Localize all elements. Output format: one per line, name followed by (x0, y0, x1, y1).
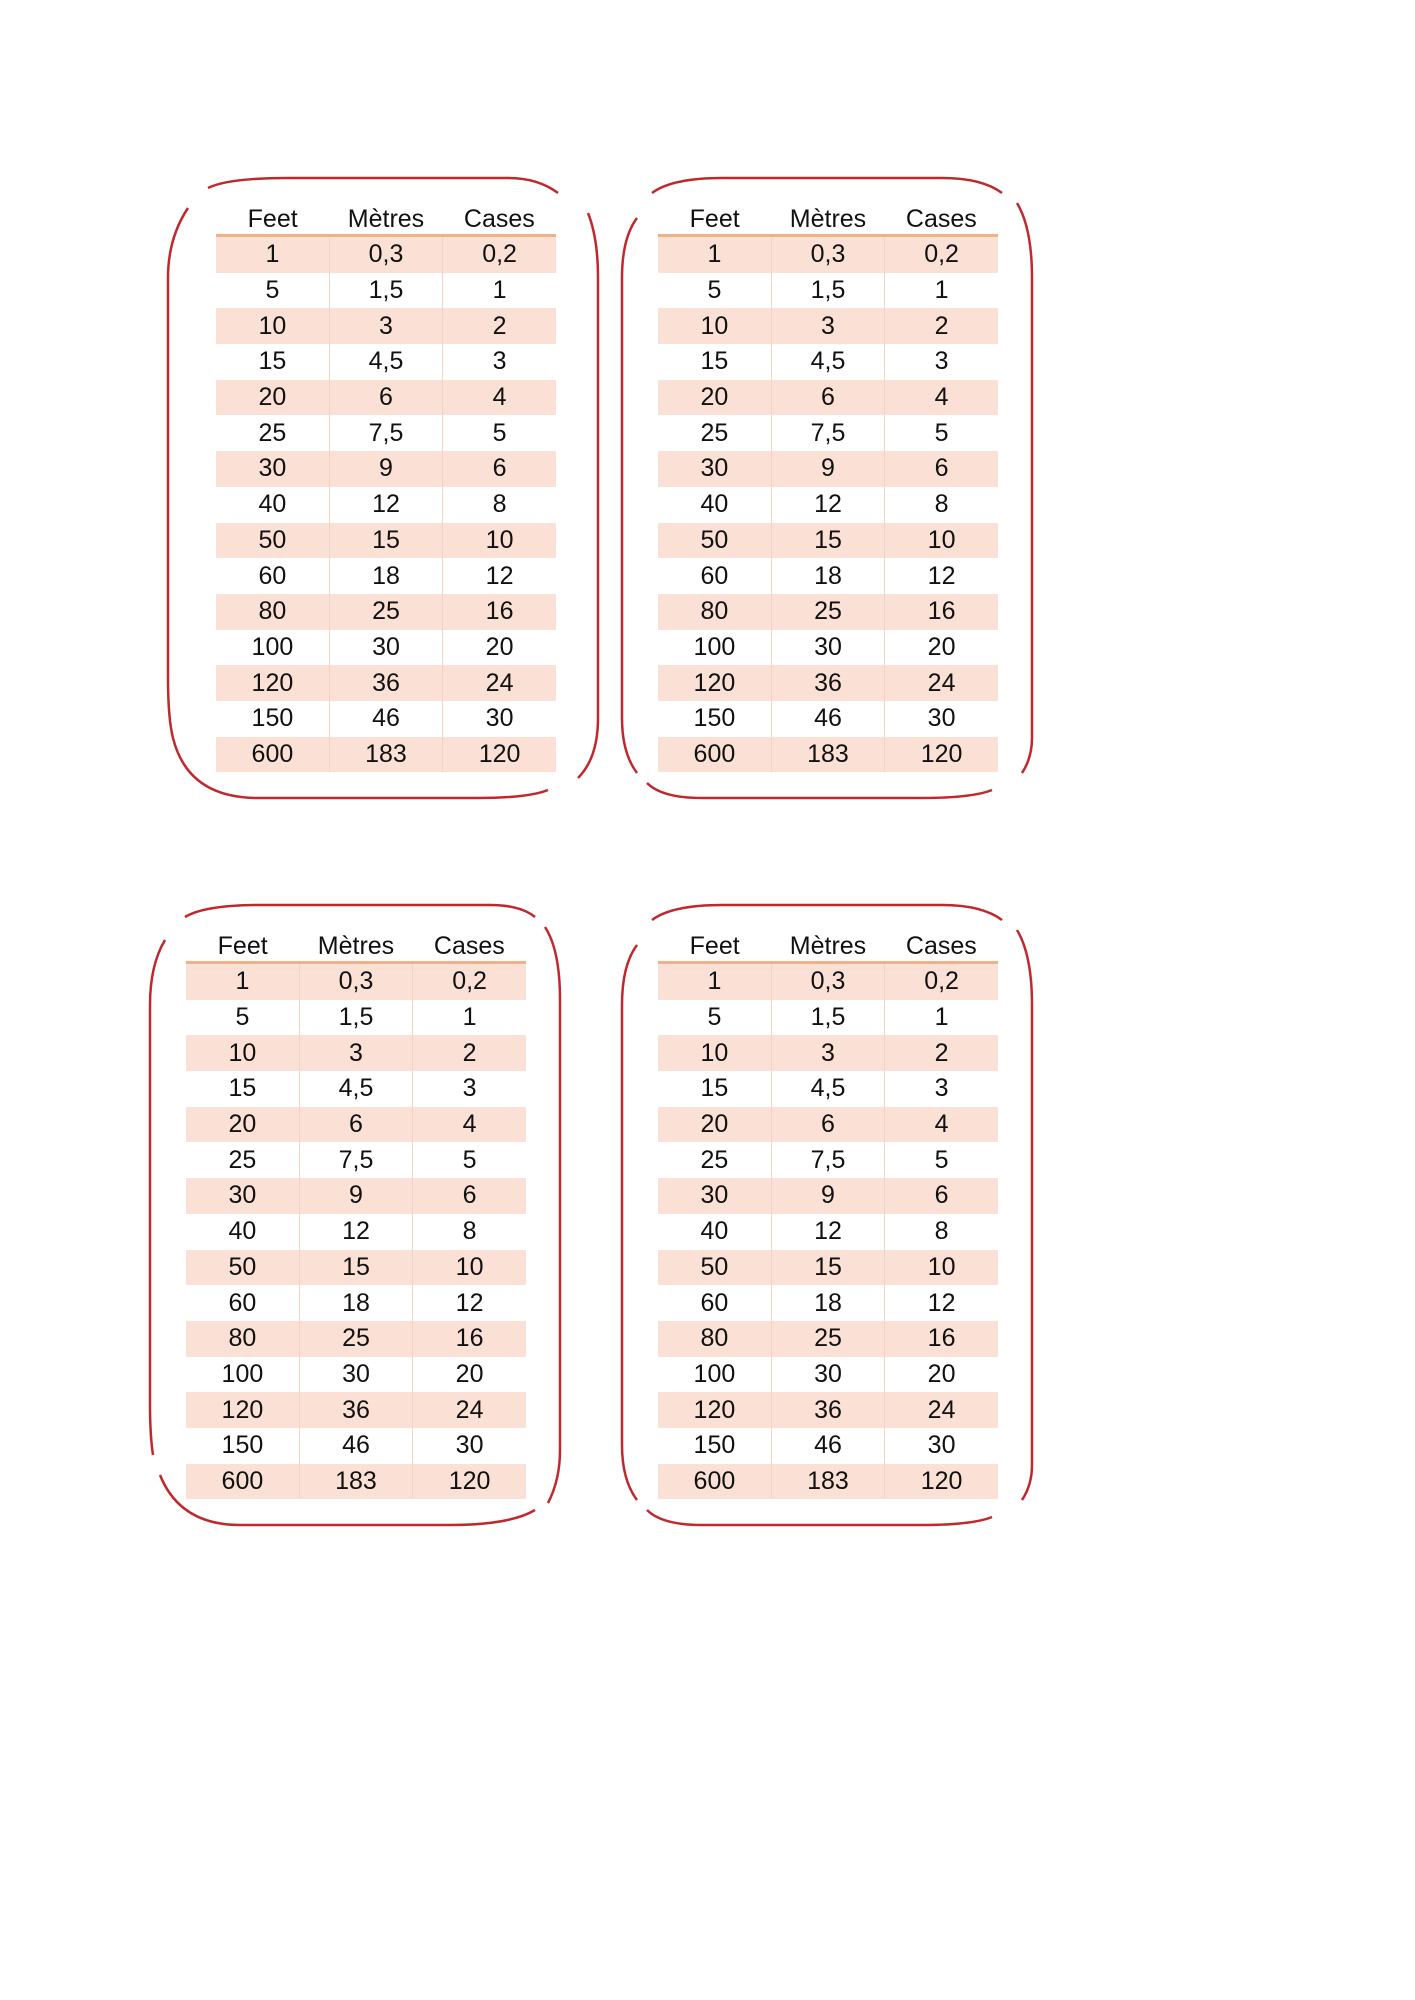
metres-cell: 18 (771, 1285, 884, 1321)
table-row (216, 665, 556, 701)
feet-cell: 1 (658, 236, 771, 273)
table-row (216, 523, 556, 559)
metres-cell: 30 (329, 630, 442, 666)
table-row (186, 1464, 526, 1500)
feet-cell: 5 (216, 273, 329, 309)
header-row (658, 198, 998, 236)
metres-cell: 7,5 (329, 415, 442, 451)
metres-cell: 6 (771, 1107, 884, 1143)
table-row (186, 1142, 526, 1178)
column-header-feet: Feet (186, 925, 299, 963)
table-row (186, 963, 526, 1000)
cases-cell: 3 (443, 344, 556, 380)
cases-cell: 1 (885, 273, 998, 309)
table-row (658, 1071, 998, 1107)
table-row (216, 308, 556, 344)
cases-cell: 24 (885, 1392, 998, 1428)
feet-cell: 10 (658, 1035, 771, 1071)
table-row (658, 1178, 998, 1214)
cases-cell: 2 (885, 1035, 998, 1071)
table-row (658, 665, 998, 701)
header-row (658, 925, 998, 963)
table-row (658, 1035, 998, 1071)
feet-cell: 15 (186, 1071, 299, 1107)
metres-cell: 12 (771, 487, 884, 523)
feet-cell: 25 (658, 1142, 771, 1178)
table-row (186, 1107, 526, 1143)
feet-cell: 120 (216, 665, 329, 701)
feet-cell: 10 (216, 308, 329, 344)
feet-cell: 50 (658, 523, 771, 559)
table-row (186, 1321, 526, 1357)
metres-cell: 0,3 (771, 963, 884, 1000)
conversion-card-1 (168, 178, 598, 798)
feet-cell: 15 (216, 344, 329, 380)
feet-cell: 100 (658, 1357, 771, 1393)
feet-cell: 80 (216, 594, 329, 630)
cases-cell: 5 (413, 1142, 526, 1178)
table-row (216, 236, 556, 273)
cases-cell: 2 (885, 308, 998, 344)
feet-cell: 20 (658, 380, 771, 416)
feet-cell: 10 (186, 1035, 299, 1071)
table-row (186, 1392, 526, 1428)
feet-cell: 120 (658, 665, 771, 701)
table-row (186, 1428, 526, 1464)
metres-cell: 36 (771, 665, 884, 701)
table-row (658, 594, 998, 630)
table-row (216, 701, 556, 737)
cases-cell: 120 (885, 1464, 998, 1500)
cases-cell: 24 (443, 665, 556, 701)
table-row (186, 1285, 526, 1321)
cases-cell: 16 (413, 1321, 526, 1357)
metres-cell: 3 (771, 1035, 884, 1071)
feet-cell: 150 (658, 701, 771, 737)
feet-cell: 600 (216, 737, 329, 773)
table-row (216, 630, 556, 666)
cases-cell: 1 (413, 1000, 526, 1036)
metres-cell: 25 (771, 1321, 884, 1357)
metres-cell: 30 (771, 630, 884, 666)
metres-cell: 9 (771, 1178, 884, 1214)
table-row (658, 963, 998, 1000)
metres-cell: 4,5 (771, 1071, 884, 1107)
feet-cell: 30 (658, 451, 771, 487)
feet-cell: 600 (658, 1464, 771, 1500)
metres-cell: 183 (299, 1464, 412, 1500)
feet-cell: 60 (216, 558, 329, 594)
table-row (658, 236, 998, 273)
cases-cell: 16 (443, 594, 556, 630)
feet-cell: 120 (186, 1392, 299, 1428)
column-header-metres: Mètres (329, 198, 442, 236)
table-row (658, 380, 998, 416)
table-row (216, 451, 556, 487)
conversion-card-4 (622, 905, 1032, 1525)
table-row (186, 1214, 526, 1250)
table-row (658, 308, 998, 344)
metres-cell: 183 (771, 737, 884, 773)
column-header-metres: Mètres (771, 198, 884, 236)
table-row (658, 1428, 998, 1464)
feet-cell: 40 (658, 1214, 771, 1250)
table-row (658, 1392, 998, 1428)
cases-cell: 120 (885, 737, 998, 773)
feet-cell: 5 (658, 273, 771, 309)
metres-cell: 4,5 (771, 344, 884, 380)
metres-cell: 1,5 (329, 273, 442, 309)
feet-cell: 60 (186, 1285, 299, 1321)
table-row (658, 1250, 998, 1286)
cases-cell: 10 (413, 1250, 526, 1286)
table-row (658, 1357, 998, 1393)
cases-cell: 24 (413, 1392, 526, 1428)
header-row (216, 198, 556, 236)
feet-cell: 150 (216, 701, 329, 737)
column-header-metres: Mètres (299, 925, 412, 963)
feet-cell: 80 (658, 1321, 771, 1357)
metres-cell: 15 (329, 523, 442, 559)
conversion-table (658, 198, 998, 772)
table-row (658, 487, 998, 523)
metres-cell: 36 (771, 1392, 884, 1428)
cases-cell: 6 (443, 451, 556, 487)
cases-cell: 20 (413, 1357, 526, 1393)
conversion-table (216, 198, 556, 772)
cases-cell: 8 (413, 1214, 526, 1250)
cases-cell: 20 (443, 630, 556, 666)
table-row (216, 487, 556, 523)
cases-cell: 12 (413, 1285, 526, 1321)
column-header-feet: Feet (216, 198, 329, 236)
metres-cell: 0,3 (299, 963, 412, 1000)
cases-cell: 30 (413, 1428, 526, 1464)
conversion-table (186, 925, 526, 1499)
metres-cell: 3 (299, 1035, 412, 1071)
metres-cell: 12 (771, 1214, 884, 1250)
table-row (216, 737, 556, 773)
metres-cell: 1,5 (771, 273, 884, 309)
metres-cell: 0,3 (329, 236, 442, 273)
cases-cell: 4 (885, 1107, 998, 1143)
table-row (658, 1321, 998, 1357)
cases-cell: 3 (885, 1071, 998, 1107)
metres-cell: 6 (299, 1107, 412, 1143)
cases-cell: 6 (885, 1178, 998, 1214)
table-row (186, 1000, 526, 1036)
table-row (186, 1250, 526, 1286)
feet-cell: 25 (216, 415, 329, 451)
column-header-cases: Cases (885, 925, 998, 963)
column-header-cases: Cases (885, 198, 998, 236)
column-header-cases: Cases (443, 198, 556, 236)
table-row (216, 594, 556, 630)
column-header-cases: Cases (413, 925, 526, 963)
cases-cell: 1 (885, 1000, 998, 1036)
metres-cell: 18 (771, 558, 884, 594)
metres-cell: 6 (329, 380, 442, 416)
feet-cell: 150 (186, 1428, 299, 1464)
table-row (658, 1142, 998, 1178)
feet-cell: 5 (186, 1000, 299, 1036)
header-row (186, 925, 526, 963)
cases-cell: 12 (443, 558, 556, 594)
table-row (658, 415, 998, 451)
metres-cell: 12 (329, 487, 442, 523)
feet-cell: 60 (658, 1285, 771, 1321)
cases-cell: 24 (885, 665, 998, 701)
table-row (658, 1000, 998, 1036)
feet-cell: 80 (186, 1321, 299, 1357)
table-row (186, 1035, 526, 1071)
metres-cell: 0,3 (771, 236, 884, 273)
cases-cell: 5 (443, 415, 556, 451)
table-row (658, 451, 998, 487)
metres-cell: 25 (299, 1321, 412, 1357)
metres-cell: 46 (329, 701, 442, 737)
cases-cell: 1 (443, 273, 556, 309)
feet-cell: 15 (658, 344, 771, 380)
cases-cell: 30 (885, 1428, 998, 1464)
cases-cell: 2 (413, 1035, 526, 1071)
metres-cell: 1,5 (299, 1000, 412, 1036)
cases-cell: 30 (885, 701, 998, 737)
table-row (186, 1178, 526, 1214)
feet-cell: 100 (186, 1357, 299, 1393)
table-row (658, 630, 998, 666)
conversion-table (658, 925, 998, 1499)
metres-cell: 3 (771, 308, 884, 344)
cases-cell: 10 (885, 1250, 998, 1286)
feet-cell: 40 (216, 487, 329, 523)
table-row (216, 415, 556, 451)
column-header-feet: Feet (658, 198, 771, 236)
metres-cell: 9 (329, 451, 442, 487)
conversion-card-2 (622, 178, 1032, 798)
cases-cell: 2 (443, 308, 556, 344)
cases-cell: 30 (443, 701, 556, 737)
feet-cell: 150 (658, 1428, 771, 1464)
feet-cell: 80 (658, 594, 771, 630)
cases-cell: 12 (885, 1285, 998, 1321)
table-row (658, 1214, 998, 1250)
metres-cell: 12 (299, 1214, 412, 1250)
table-row (658, 344, 998, 380)
metres-cell: 183 (329, 737, 442, 773)
feet-cell: 1 (216, 236, 329, 273)
metres-cell: 9 (299, 1178, 412, 1214)
metres-cell: 18 (329, 558, 442, 594)
cases-cell: 120 (413, 1464, 526, 1500)
cases-cell: 6 (885, 451, 998, 487)
cases-cell: 10 (443, 523, 556, 559)
cases-cell: 16 (885, 1321, 998, 1357)
table-row (658, 523, 998, 559)
table-row (216, 380, 556, 416)
metres-cell: 183 (771, 1464, 884, 1500)
table-row (658, 701, 998, 737)
cases-cell: 20 (885, 1357, 998, 1393)
metres-cell: 7,5 (771, 415, 884, 451)
cases-cell: 8 (885, 487, 998, 523)
feet-cell: 40 (186, 1214, 299, 1250)
cases-cell: 4 (885, 380, 998, 416)
column-header-feet: Feet (658, 925, 771, 963)
table-row (658, 1464, 998, 1500)
metres-cell: 18 (299, 1285, 412, 1321)
cases-cell: 3 (885, 344, 998, 380)
metres-cell: 36 (329, 665, 442, 701)
metres-cell: 15 (299, 1250, 412, 1286)
feet-cell: 100 (658, 630, 771, 666)
cases-cell: 5 (885, 415, 998, 451)
feet-cell: 40 (658, 487, 771, 523)
cases-cell: 3 (413, 1071, 526, 1107)
metres-cell: 46 (299, 1428, 412, 1464)
metres-cell: 25 (771, 594, 884, 630)
feet-cell: 30 (658, 1178, 771, 1214)
feet-cell: 60 (658, 558, 771, 594)
table-row (216, 558, 556, 594)
cases-cell: 10 (885, 523, 998, 559)
feet-cell: 25 (186, 1142, 299, 1178)
metres-cell: 3 (329, 308, 442, 344)
metres-cell: 6 (771, 380, 884, 416)
metres-cell: 36 (299, 1392, 412, 1428)
cases-cell: 12 (885, 558, 998, 594)
feet-cell: 1 (186, 963, 299, 1000)
metres-cell: 46 (771, 701, 884, 737)
metres-cell: 4,5 (299, 1071, 412, 1107)
metres-cell: 46 (771, 1428, 884, 1464)
feet-cell: 600 (186, 1464, 299, 1500)
table-row (658, 1285, 998, 1321)
cases-cell: 0,2 (885, 963, 998, 1000)
metres-cell: 15 (771, 1250, 884, 1286)
metres-cell: 30 (771, 1357, 884, 1393)
feet-cell: 20 (216, 380, 329, 416)
feet-cell: 100 (216, 630, 329, 666)
metres-cell: 25 (329, 594, 442, 630)
feet-cell: 15 (658, 1071, 771, 1107)
metres-cell: 15 (771, 523, 884, 559)
cases-cell: 0,2 (885, 236, 998, 273)
cases-cell: 0,2 (443, 236, 556, 273)
feet-cell: 30 (216, 451, 329, 487)
feet-cell: 50 (186, 1250, 299, 1286)
feet-cell: 50 (658, 1250, 771, 1286)
feet-cell: 10 (658, 308, 771, 344)
table-row (658, 558, 998, 594)
metres-cell: 4,5 (329, 344, 442, 380)
metres-cell: 30 (299, 1357, 412, 1393)
feet-cell: 5 (658, 1000, 771, 1036)
cases-cell: 120 (443, 737, 556, 773)
table-row (658, 737, 998, 773)
cases-cell: 0,2 (413, 963, 526, 1000)
feet-cell: 20 (186, 1107, 299, 1143)
feet-cell: 50 (216, 523, 329, 559)
metres-cell: 7,5 (299, 1142, 412, 1178)
table-row (216, 344, 556, 380)
feet-cell: 30 (186, 1178, 299, 1214)
cases-cell: 4 (413, 1107, 526, 1143)
conversion-card-3 (150, 905, 560, 1525)
metres-cell: 7,5 (771, 1142, 884, 1178)
feet-cell: 20 (658, 1107, 771, 1143)
feet-cell: 120 (658, 1392, 771, 1428)
table-row (186, 1071, 526, 1107)
cases-cell: 16 (885, 594, 998, 630)
metres-cell: 9 (771, 451, 884, 487)
feet-cell: 1 (658, 963, 771, 1000)
table-row (216, 273, 556, 309)
table-row (658, 273, 998, 309)
feet-cell: 25 (658, 415, 771, 451)
cases-cell: 20 (885, 630, 998, 666)
cases-cell: 8 (443, 487, 556, 523)
metres-cell: 1,5 (771, 1000, 884, 1036)
cases-cell: 8 (885, 1214, 998, 1250)
feet-cell: 600 (658, 737, 771, 773)
column-header-metres: Mètres (771, 925, 884, 963)
table-row (658, 1107, 998, 1143)
cases-cell: 6 (413, 1178, 526, 1214)
cases-cell: 5 (885, 1142, 998, 1178)
cases-cell: 4 (443, 380, 556, 416)
table-row (186, 1357, 526, 1393)
